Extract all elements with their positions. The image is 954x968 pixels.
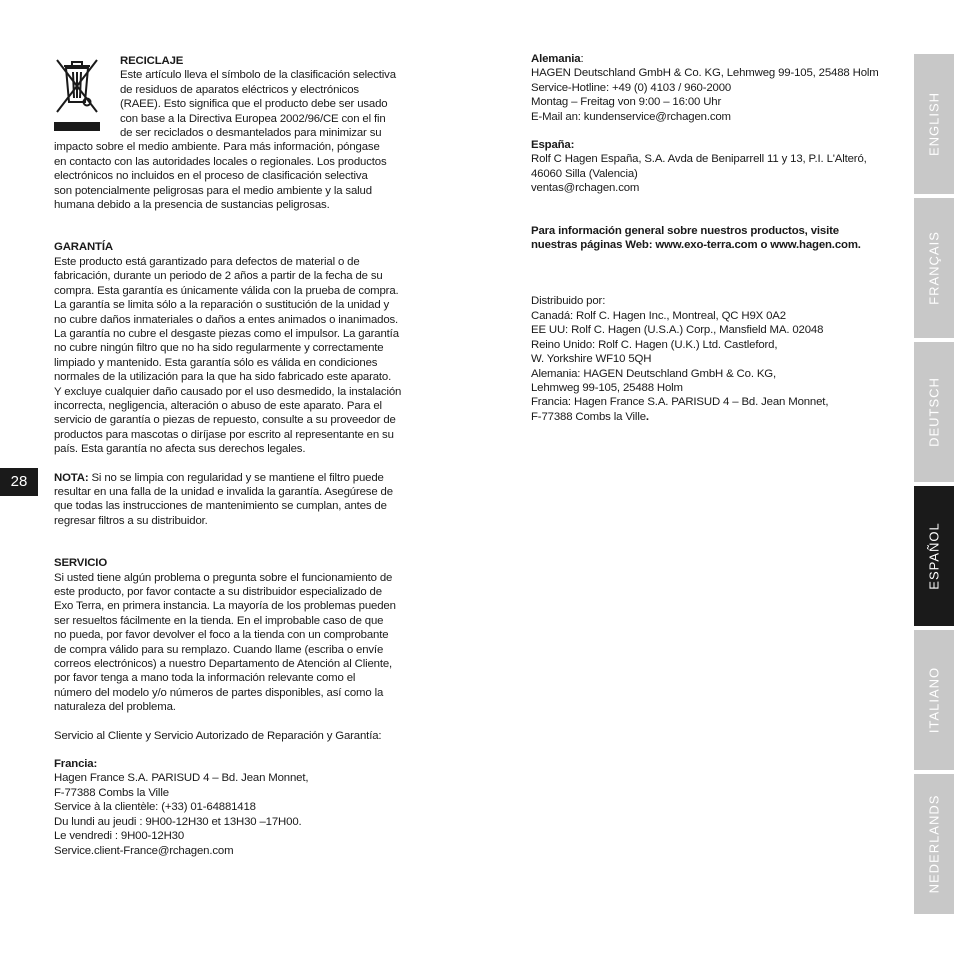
tab-label: DEUTSCH [926,377,942,447]
distributors-period: . [645,410,649,423]
tab-espanol[interactable] [914,486,954,626]
france-label: Francia: [54,758,98,771]
page-number: 28 [0,468,38,496]
france-contact [54,757,426,858]
tab-label: ENGLISH [926,91,942,157]
germany-text: HAGEN Deutschland GmbH & Co. KG, Lehmweg 99-105, 25488 Holm Service-Hotline: +49 (0) 4103 / 960-2000 Montag – Freitag von 9:00 – 16:00 Uhr E-Mail an: kundenservice@rchagen.com [531,67,879,123]
service-heading: SERVICIO [54,557,108,570]
spain-label: España: [531,139,575,152]
tab-deutsch[interactable] [914,342,954,482]
note-section [54,471,426,529]
tab-label: ESPAÑOL [926,522,942,590]
tab-francais[interactable] [914,198,954,338]
tab-italiano[interactable] [914,630,954,770]
warranty-section [54,240,426,456]
recycling-text-bottom: impacto sobre el medio ambiente. Para más información, póngase en contacto con las autoridades locales o regionales. Los productos electrónicos no incluidos en el proceso de clasificación selectiva son potencialmente peligrosas para el medio ambiente y la salud humana debido a la presencia de sustancias peligrosas. [54,141,387,212]
france-text: Hagen France S.A. PARISUD 4 – Bd. Jean Monnet, F-77388 Combs la Ville Service à la clientèle: (+33) 01-64881418 Du lundi au jeudi : 9H00-12H30 et 13H30 –17H00. Le vendredi : 9H00-12H30 Service.client-France@rchagen.com [54,772,309,857]
warranty-heading: GARANTÍA [54,241,113,254]
service-text: Si usted tiene algún problema o pregunta sobre el funcionamiento de este producto, por favor contacte a su distribuidor especializado de Exo Terra, en primera instancia. La mayoría de los problemas pueden ser resueltos fácilmente en la tienda. En el improbable caso de que no pueda, por favor devolver el foco a la tienda con un comprobante de compra válido para su remplazo. Cuando llame (escriba o envíe correos electrónicos) a nuestro Departamento de Atención al Cliente, por favor tenga a mano toda la información relevante como el número del modelo y/o números de partes disponibles, así como la naturaleza del problema. [54,571,396,714]
note-label: NOTA: [54,471,89,484]
service-subheading: Servicio al Cliente y Servicio Autorizado de Reparación y Garantía: [54,729,382,742]
language-tabs [914,54,954,914]
recycling-text-top: Este artículo lleva el símbolo de la clasificación selectiva de residuos de aparatos eléctricos y electrónicos (RAEE). Esto significa que el producto debe ser usado con base a la Directiva Europea 2002/96/CE con el fin de ser reciclados o desmantelados para minimizar su [120,69,396,140]
tab-label: NEDERLANDS [926,794,942,894]
germany-contact [531,52,901,124]
tab-english[interactable] [914,54,954,194]
spain-contact [531,138,901,196]
weee-crossed-bin-icon [54,54,100,134]
tab-nederlands[interactable] [914,774,954,914]
recycling-heading: RECICLAJE [120,55,184,67]
recycling-section [54,54,426,212]
note-text: Si no se limpia con regularidad y se mantiene el filtro puede resultar en una falla de la unidad e invalida la garantía. Asegúrese de que todas las instrucciones de mantenimiento se cumplan, antes de regresar filtros a su distribuidor. [54,471,393,527]
spain-text: Rolf C Hagen España, S.A. Avda de Beniparrell 11 y 13, P.I. L'Alteró, 46060 Silla (Valencia) ventas@rchagen.com [531,153,867,195]
distributors-text: Distribuido por: Canadá: Rolf C. Hagen Inc., Montreal, QC H9X 0A2 EE UU: Rolf C. Hagen (U.S.A.) Corp., Mansfield MA. 02048 Reino Unido: Rolf C. Hagen (U.K.) Ltd. Castleford, W. Yorkshire WF10 5QH Alemania: HAGEN Deutschland GmbH & Co. KG, Lehmweg 99-105, 25488 Holm Francia: Hagen France S.A. PARISUD 4 – Bd. Jean Monnet, F-77388 Combs la Ville [531,295,829,423]
general-info: Para información general sobre nuestros productos, visite nuestras páginas Web: www.exo-terra.com o www.hagen.com. [531,224,861,252]
distributors [531,294,901,424]
germany-label: Alemania [531,53,581,65]
germany-colon: : [580,53,584,65]
warranty-text: Este producto está garantizado para defectos de material o de fabricación, durante un periodo de 2 años a partir de la fecha de su compra. Esta garantía es únicamente válida con la prueba de compra. La garantía se limita sólo a la reparación o sustitución de la unidad y no cubre daños inmateriales o daños a entes animados o inanimados. La garantía no cubre el desgaste piezas como el impulsor. La garantía no cubre ningún filtro que no ha sido regularmente y correctamente limpiado y mantenido. Esta garantía sólo es válida en condiciones normales de la utilización para la que ha sido fabricado este aparato. Y excluye cualquier daño causado por el uso desmedido, la instalación incorrecta, negligencia, alteración o abuso de este aparato. Para el servicio de garantía o piezas de repuesto, consulte a su proveedor de productos para mascotas o diríjase por escrito al representante en su país. Esta garantía no afecta sus derechos legales. [54,255,402,456]
right-column [531,52,901,424]
tab-label: ITALIANO [926,666,942,734]
tab-label: FRANÇAIS [926,231,942,305]
left-column [54,54,426,858]
service-section [54,556,426,743]
